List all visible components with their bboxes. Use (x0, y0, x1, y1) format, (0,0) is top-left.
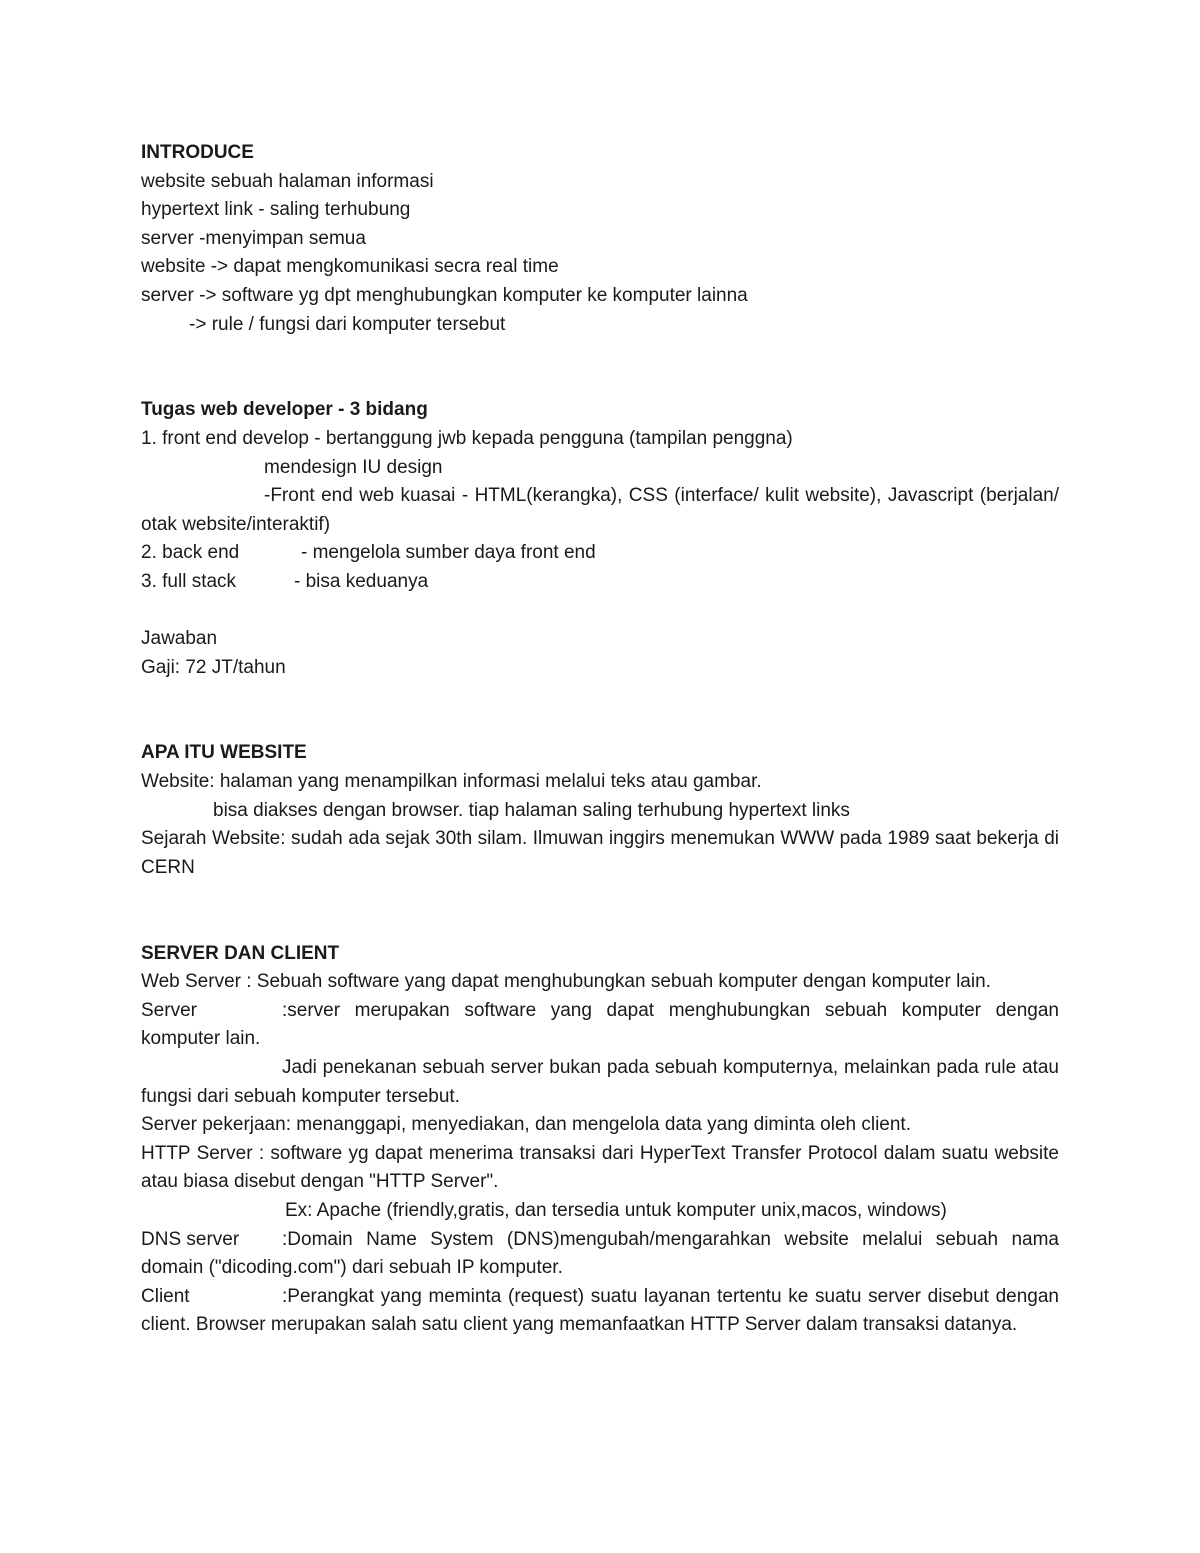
dns-server-definition (141, 1226, 1059, 1283)
tugas-full-stack (141, 568, 1059, 597)
introduce-line: server -> software yg dpt menghubungkan komputer ke komputer lainna (141, 284, 748, 306)
http-server-definition: HTTP Server : software yg dapat menerima transaksi dari HyperText Transfer Protocol dalam suatu website atau biasa disebut dengan "HTTP Server". (141, 1142, 1059, 1193)
spacer (141, 339, 1059, 396)
spacer (141, 597, 1059, 626)
tugas-mendesign: mendesign IU design (264, 456, 443, 478)
server-pekerjaan: Server pekerjaan: menanggapi, menyediakan, dan mengelola data yang diminta oleh client. (141, 1114, 911, 1136)
introduce-line: website -> dapat mengkomunikasi secra real time (141, 256, 559, 278)
server-definition (141, 997, 1059, 1054)
dns-desc: :Domain Name System (DNS)mengubah/mengarahkan website melalui sebuah nama domain ("dicoding.com") dari sebuah IP komputer. (141, 1228, 1059, 1279)
http-server-example: Ex: Apache (friendly,gratis, dan tersedia untuk komputer unix,macos, windows) (285, 1199, 947, 1221)
server-desc: :server merupakan software yang dapat menghubungkan sebuah komputer dengan komputer lain. (141, 999, 1059, 1050)
section-heading-apa-itu-website: APA ITU WEBSITE (141, 742, 307, 764)
section-heading-tugas: Tugas web developer - 3 bidang (141, 399, 428, 421)
client-desc: :Perangkat yang meminta (request) suatu layanan tertentu ke suatu server disebut dengan client. Browser merupakan salah satu client yang memanfaatkan HTTP Server dalam transaksi datanya. (141, 1285, 1059, 1336)
tugas-front-end: 1. front end develop - bertanggung jwb kepada pengguna (tampilan penggna) (141, 427, 793, 449)
section-heading-introduce: INTRODUCE (141, 142, 254, 163)
document-body (141, 139, 1059, 1340)
tugas-back-end (141, 539, 1059, 568)
client-label: Client (141, 1285, 190, 1307)
server-label: Server (141, 999, 197, 1021)
tugas-front-end-kuasai: -Front end web kuasai - HTML(kerangka), CSS (interface/ kulit website), Javascript (berjalan/ otak website/interaktif) (141, 485, 1059, 535)
gaji: Gaji: 72 JT/tahun (141, 656, 286, 678)
web-server-definition: Web Server : Sebuah software yang dapat menghubungkan sebuah komputer dengan komputer lain. (141, 971, 991, 993)
sejarah-website: Sejarah Website: sudah ada sejak 30th silam. Ilmuwan inggirs menemukan WWW pada 1989 saat bekerja di CERN (141, 828, 1059, 878)
back-end-label: 2. back end (141, 542, 240, 564)
dns-label: DNS server (141, 1228, 240, 1250)
introduce-line: -> rule / fungsi dari komputer tersebut (189, 313, 506, 335)
website-definition: Website: halaman yang menampilkan informasi melalui teks atau gambar. (141, 771, 762, 793)
section-heading-server-client: SERVER DAN CLIENT (141, 942, 340, 964)
full-stack-desc: - bisa keduanya (294, 570, 429, 592)
full-stack-label: 3. full stack (141, 570, 237, 592)
spacer (141, 882, 1059, 939)
server-jadi: Jadi penekanan sebuah server bukan pada sebuah komputernya, melainkan pada rule atau fungsi dari sebuah komputer tersebut. (141, 1057, 1059, 1107)
back-end-desc: - mengelola sumber daya front end (301, 542, 596, 564)
website-akses: bisa diakses dengan browser. tiap halaman saling terhubung hypertext links (213, 799, 850, 821)
jawaban: Jawaban (141, 628, 218, 650)
spacer (141, 682, 1059, 739)
client-definition (141, 1283, 1059, 1340)
introduce-line: website sebuah halaman informasi (141, 170, 434, 192)
introduce-line: hypertext link - saling terhubung (141, 199, 411, 221)
introduce-line: server -menyimpan semua (141, 227, 366, 249)
